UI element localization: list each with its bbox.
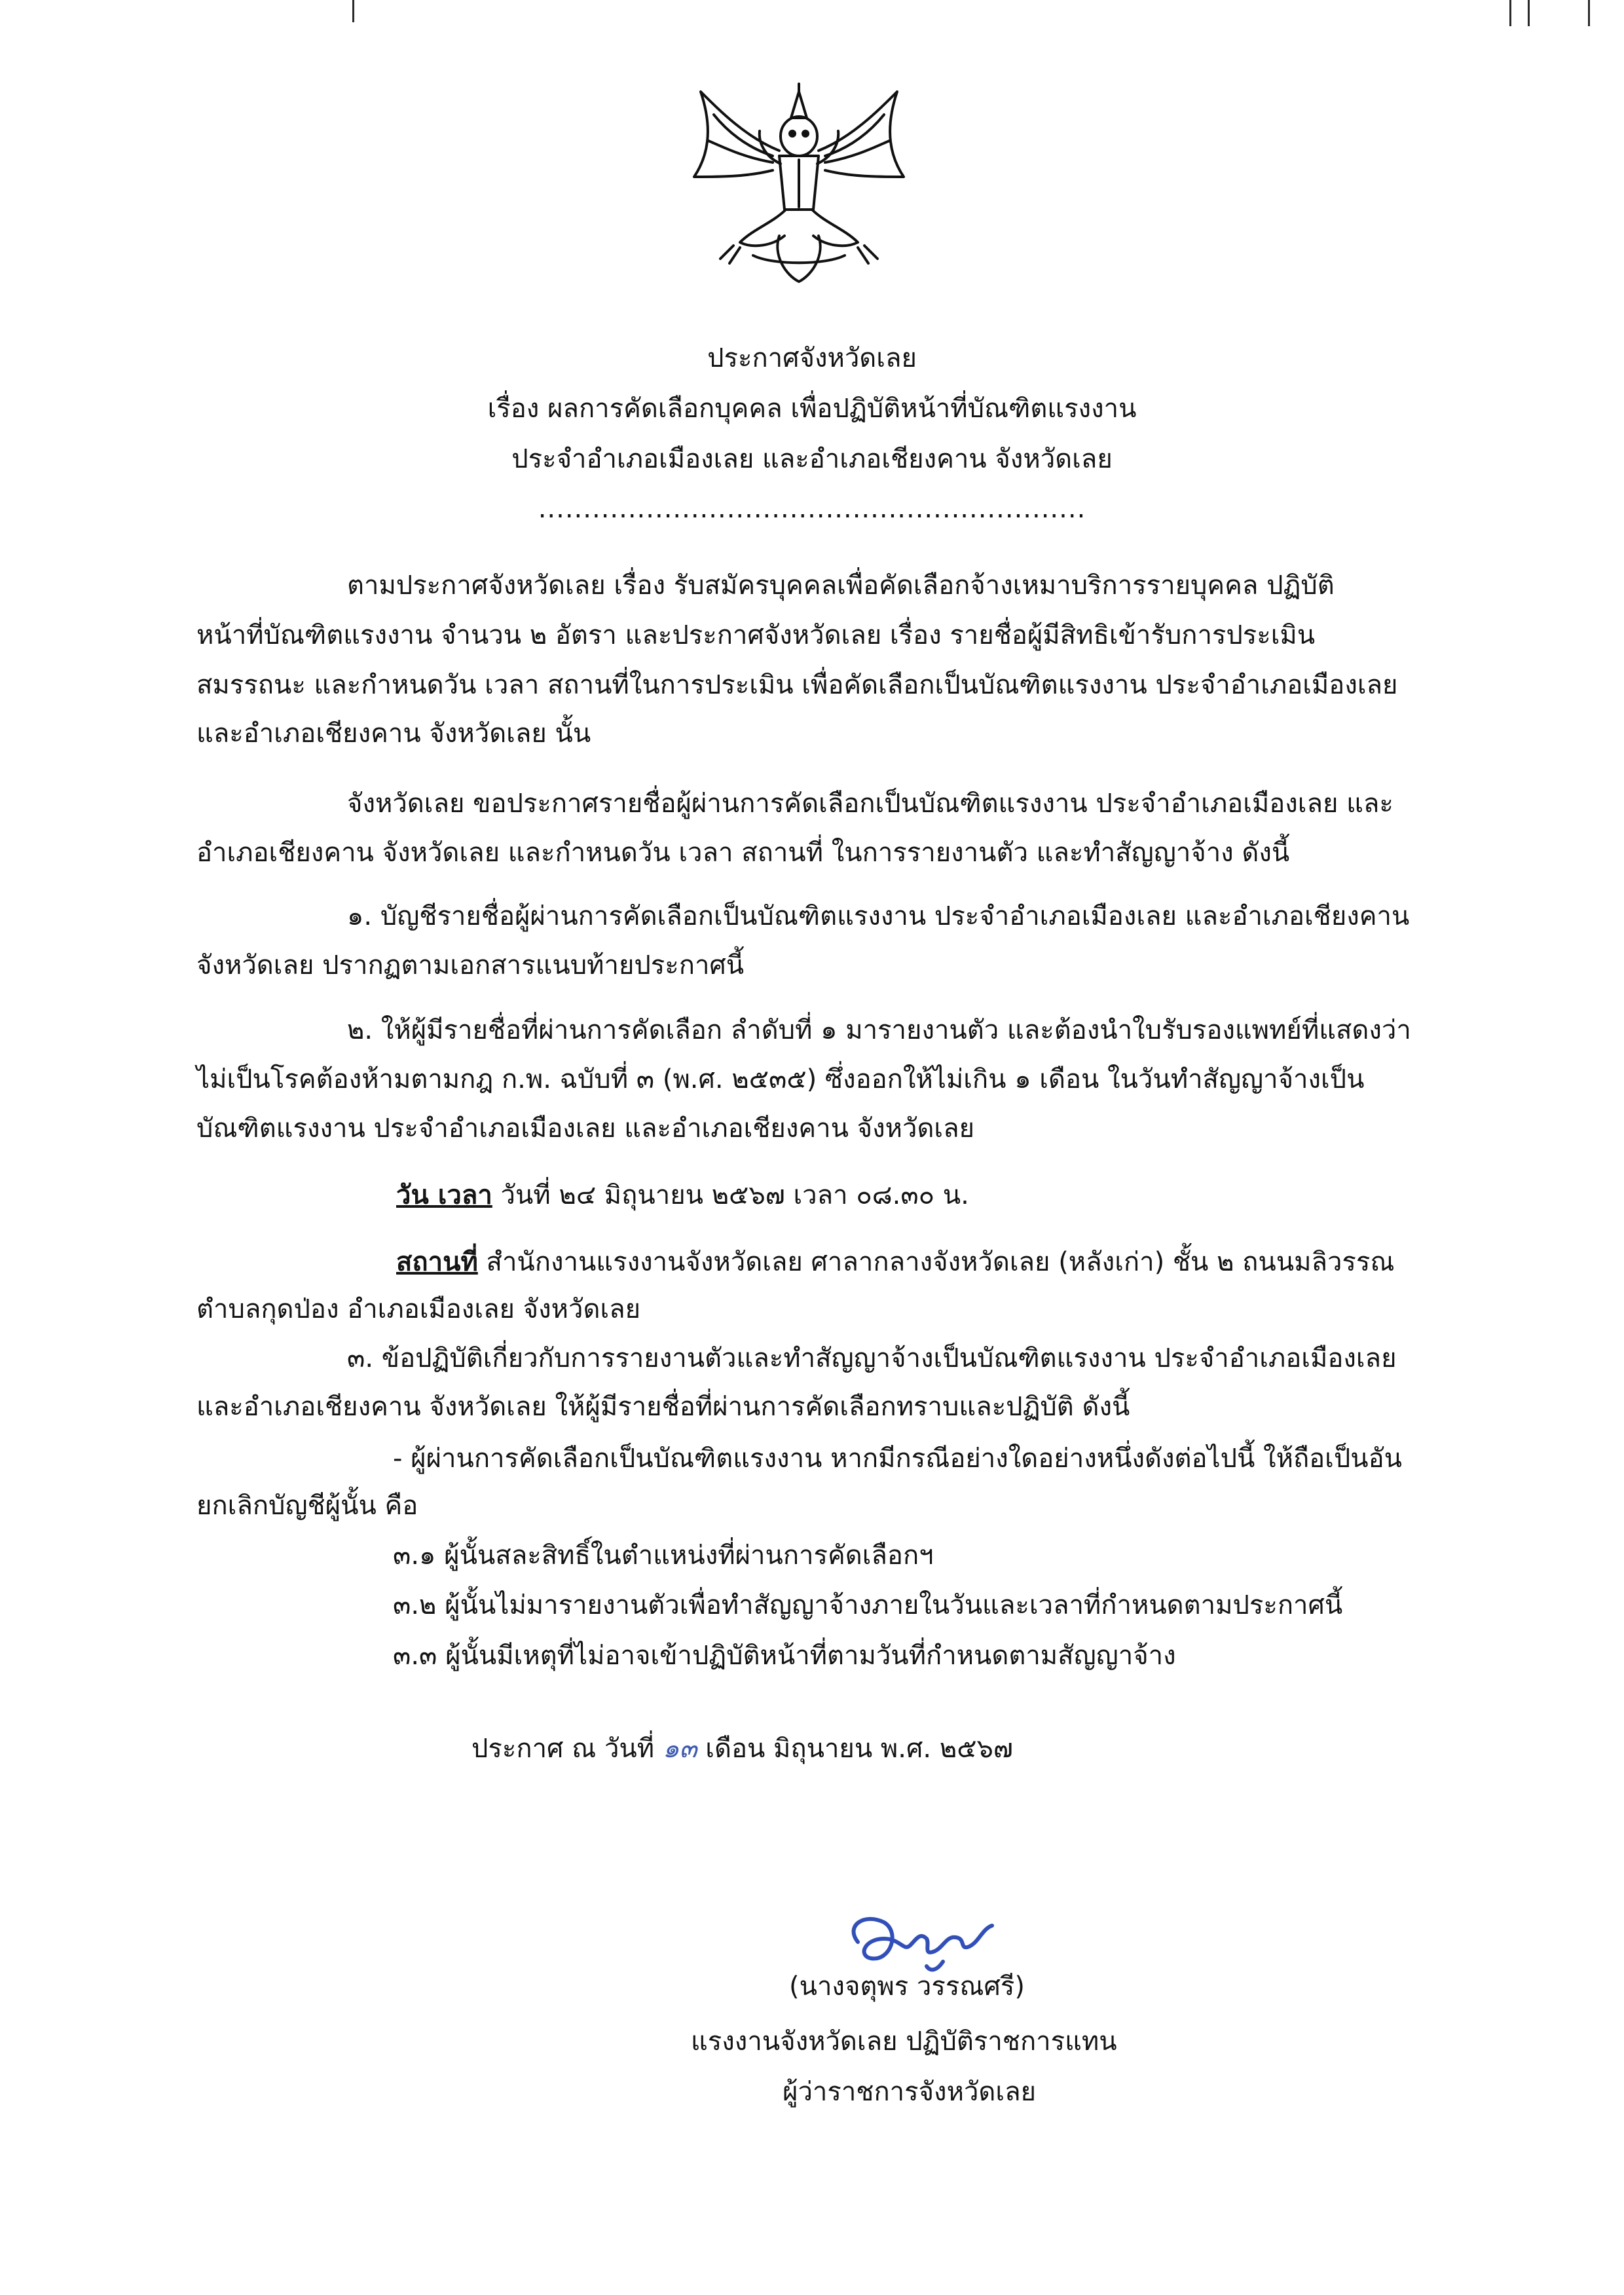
subject-line-1: เรื่อง ผลการคัดเลือกบุคคล เพื่อปฏิบัติหน้าที่บัณฑิตแรงงาน (487, 394, 1137, 424)
scan-mark-left (352, 0, 354, 22)
appointment-place-label: สถานที่ (396, 1247, 478, 1277)
appointment-place (396, 1238, 1395, 1286)
signatory-name: (นางจตุพร วรรณศรี) (789, 1971, 1025, 2002)
announce-date (471, 1725, 1013, 1773)
appointment-time-value: วันที่ ๒๔ มิถุนายน ๒๕๖๗ เวลา ๐๘.๓๐ น. (492, 1180, 969, 1210)
scan-mark-right-3 (1588, 0, 1590, 26)
item-1-line-2: จังหวัดเลย ปรากฏตามเอกสารแนบท้ายประกาศนี้ (196, 950, 745, 980)
item-2-line-1: ๒. ให้ผู้มีรายชื่อที่ผ่านการคัดเลือก ลำดับที่ ๑ มารายงานตัว และต้องนำใบรับรองแพทย์ที่แสดงว่า (347, 1015, 1411, 1045)
signatory-position-2: ผู้ว่าราชการจังหวัดเลย (783, 2077, 1037, 2107)
announce-date-suffix: เดือน มิถุนายน พ.ศ. ๒๕๖๗ (697, 1734, 1013, 1764)
item-3-bullet-line-1: - ผู้ผ่านการคัดเลือกเป็นบัณฑิตแรงงาน หากมีกรณีอย่างใดอย่างหนึ่งดังต่อไปนี้ ให้ถือเป็นอัน (393, 1444, 1402, 1474)
paragraph-1-line-4: และอำเภอเชียงคาน จังหวัดเลย นั้น (196, 718, 591, 749)
paragraph-2-line-2: อำเภอเชียงคาน จังหวัดเลย และกำหนดวัน เวลา สถานที่ ในการรายงานตัว และทำสัญญาจ้าง ดังนี้ (196, 838, 1290, 868)
garuda-emblem-icon (674, 79, 923, 288)
announce-date-prefix: ประกาศ ณ วันที่ (471, 1734, 663, 1764)
paragraph-1-line-1: ตามประกาศจังหวัดเลย เรื่อง รับสมัครบุคคลเพื่อคัดเลือกจ้างเหมาบริการรายบุคคล ปฏิบัติ (347, 570, 1335, 601)
paragraph-1-line-2: หน้าที่บัณฑิตแรงงาน จำนวน ๒ อัตรา และประกาศจังหวัดเลย เรื่อง รายชื่อผู้มีสิทธิเข้ารับการประเมิน (196, 620, 1316, 650)
appointment-place-value: สำนักงานแรงงานจังหวัดเลย ศาลากลางจังหวัดเลย (หลังเก่า) ชั้น ๒ ถนนมลิวรรณ (477, 1247, 1395, 1277)
paragraph-1-line-3: สมรรถนะ และกำหนดวัน เวลา สถานที่ในการประเมิน เพื่อคัดเลือกเป็นบัณฑิตแรงงาน ประจำอำเภอเมืองเลย (196, 670, 1398, 700)
dotted-rule: ............................................................. (538, 494, 1086, 524)
item-3-bullet-line-2: ยกเลิกบัญชีผู้นั้น คือ (196, 1491, 418, 1521)
appointment-time-label: วัน เวลา (396, 1180, 492, 1210)
item-2-line-2: ไม่เป็นโรคต้องห้ามตามกฎ ก.พ. ฉบับที่ ๓ (พ.ศ. ๒๕๓๕) ซึ่งออกให้ไม่เกิน ๑ เดือน ในวันทำสัญญาจ้างเป็น (196, 1064, 1365, 1094)
item-3-sub-2: ๓.๒ ผู้นั้นไม่มารายงานตัวเพื่อทำสัญญาจ้างภายในวันและเวลาที่กำหนดตามประกาศนี้ (393, 1590, 1343, 1620)
appointment-time (396, 1171, 969, 1220)
appointment-place-line-2: ตำบลกุดป่อง อำเภอเมืองเลย จังหวัดเลย (196, 1294, 641, 1324)
scan-mark-right-2 (1528, 0, 1530, 26)
item-2-line-3: บัณฑิตแรงงาน ประจำอำเภอเมืองเลย และอำเภอเชียงคาน จังหวัดเลย (196, 1113, 975, 1144)
page-title: ประกาศจังหวัดเลย (707, 343, 917, 373)
item-1-line-1: ๑. บัญชีรายชื่อผู้ผ่านการคัดเลือกเป็นบัณฑิตแรงงาน ประจำอำเภอเมืองเลย และอำเภอเชียงคาน (347, 901, 1410, 931)
item-3-sub-3: ๓.๓ ผู้นั้นมีเหตุที่ไม่อาจเข้าปฏิบัติหน้าที่ตามวันที่กำหนดตามสัญญาจ้าง (393, 1641, 1176, 1671)
signatory-position-1: แรงงานจังหวัดเลย ปฏิบัติราชการแทน (691, 2026, 1117, 2057)
subject-line-2: ประจำอำเภอเมืองเลย และอำเภอเชียงคาน จังหวัดเลย (511, 444, 1113, 474)
item-3-sub-1: ๓.๑ ผู้นั้นสละสิทธิ์ในตำแหน่งที่ผ่านการคัดเลือกฯ (393, 1540, 934, 1571)
scan-mark-right-1 (1509, 0, 1511, 26)
item-3-line-2: และอำเภอเชียงคาน จังหวัดเลย ให้ผู้มีรายชื่อที่ผ่านการคัดเลือกทราบและปฏิบัติ ดังนี้ (196, 1392, 1130, 1422)
announce-date-day: ๑๓ (662, 1734, 697, 1764)
item-3-line-1: ๓. ข้อปฏิบัติเกี่ยวกับการรายงานตัวและทำสัญญาจ้างเป็นบัณฑิตแรงงาน ประจำอำเภอเมืองเลย (347, 1343, 1397, 1373)
paragraph-2-line-1: จังหวัดเลย ขอประกาศรายชื่อผู้ผ่านการคัดเลือกเป็นบัณฑิตแรงงาน ประจำอำเภอเมืองเลย และ (347, 789, 1393, 819)
